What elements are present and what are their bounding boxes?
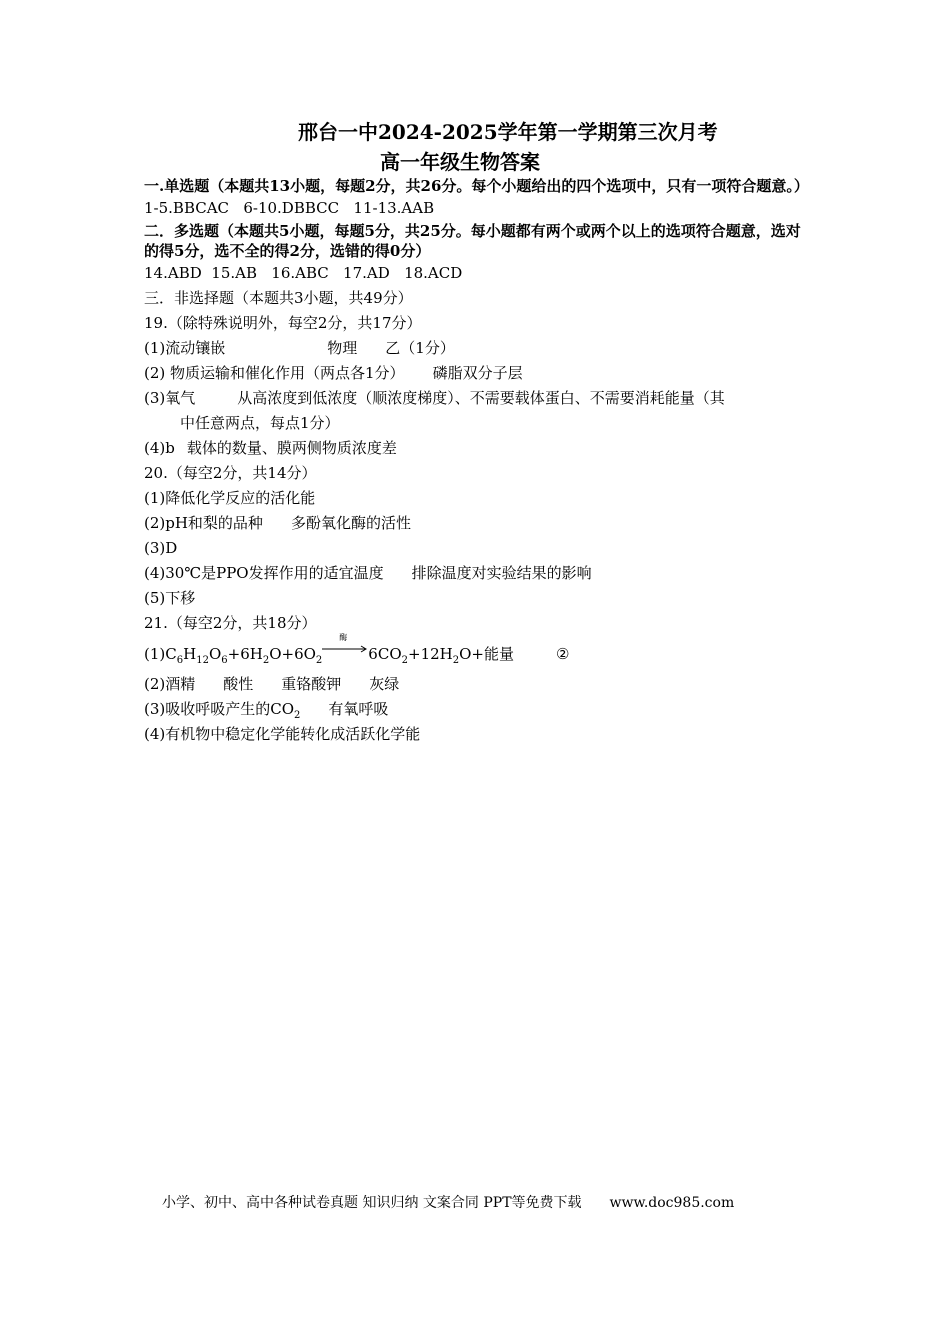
q19-answer-2 bbox=[144, 361, 806, 386]
eq-product-water-sub: 2 bbox=[452, 655, 460, 666]
q21-answer-3 bbox=[144, 697, 806, 722]
page-footer bbox=[162, 1192, 734, 1212]
q21-a2-part1: (2)酒精 bbox=[144, 675, 196, 693]
eq-hydrogen: H bbox=[183, 645, 197, 663]
q19-a4-num: (4) bbox=[144, 439, 166, 457]
section1-heading: 一.单选题（本题共13小题，每题2分，共26分。每个小题给出的四个选项中，只有一项符合题意。） bbox=[144, 177, 809, 195]
eq-oxygen: O bbox=[208, 645, 222, 663]
eq-water-end: O+6O bbox=[269, 645, 316, 663]
q19-a1-part2: 物理 bbox=[327, 339, 358, 357]
q19-answer-3 bbox=[144, 386, 806, 411]
answer-content bbox=[144, 176, 809, 747]
section2-answers: 14.ABD 15.AB 16.ABC 17.AD 18.ACD bbox=[144, 264, 463, 282]
q19-a4-part1: b bbox=[165, 439, 175, 457]
reaction-arrow-icon bbox=[322, 633, 368, 665]
q20-a2-part1: (2)pH和梨的品种 bbox=[144, 514, 263, 532]
q21-a2-part2: 酸性 bbox=[223, 675, 254, 693]
enzyme-label: 酶 bbox=[339, 633, 348, 642]
section3-heading: 三．非选择题（本题共3小题，共49分） bbox=[144, 289, 413, 307]
q20-answer-2 bbox=[144, 511, 806, 536]
q19-a4-part2: 载体的数量、膜两侧物质浓度差 bbox=[186, 439, 397, 457]
eq-oxy-sub: 2 bbox=[315, 655, 323, 666]
q19-a2-num: (2) bbox=[144, 364, 171, 382]
q19-answer-3-cont: 中任意两点，每点1分） bbox=[180, 414, 340, 432]
q21-a3-part1: (3)吸收呼吸产生的CO bbox=[144, 700, 295, 718]
footer-text: 小学、初中、高中各种试卷真题 知识归纳 文案合同 PPT等免费下载 bbox=[162, 1195, 582, 1211]
eq-product-energy: O+能量 bbox=[459, 645, 514, 663]
q19-a3-part1: 氧气 bbox=[165, 389, 196, 407]
q21-answer-4: (4)有机物中稳定化学能转化成活跃化学能 bbox=[144, 725, 421, 743]
eq-carbon: C bbox=[165, 645, 177, 663]
eq-product-co2-sub: 2 bbox=[401, 655, 408, 666]
q20-a2-part2: 多酚氧化酶的活性 bbox=[290, 514, 411, 532]
q19-a2-part2: 磷脂双分子层 bbox=[432, 364, 523, 382]
eq-product-co2: 6CO bbox=[368, 645, 402, 663]
eq-carbon-sub: 6 bbox=[176, 655, 184, 666]
q19-a1-part3: 乙（1分） bbox=[385, 339, 455, 357]
q21-eq-extra: ② bbox=[556, 645, 570, 663]
q20-answer-1: (1)降低化学反应的活化能 bbox=[144, 489, 316, 507]
q20-a4-part2: 排除温度对实验结果的影响 bbox=[411, 564, 592, 582]
q21-a3-sub: 2 bbox=[294, 710, 301, 721]
section1-answers: 1-5.BBCAC 6-10.DBBCC 11-13.AAB bbox=[144, 199, 435, 217]
eq-water: +6H bbox=[227, 645, 263, 663]
q20-answer-4 bbox=[144, 561, 806, 586]
q20-answer-5: (5)下移 bbox=[144, 589, 196, 607]
q20-header: 20.（每空2分，共14分） bbox=[144, 464, 317, 482]
q19-header: 19.（除特殊说明外，每空2分，共17分） bbox=[144, 314, 422, 332]
q21-equation bbox=[144, 633, 806, 672]
eq-water-sub: 2 bbox=[262, 655, 270, 666]
q21-a2-part3: 重铬酸钾 bbox=[281, 675, 342, 693]
footer-url[interactable]: www.doc985.com bbox=[609, 1195, 735, 1211]
page-title: 邢台一中2024-2025学年第一学期第三次月考 bbox=[298, 120, 718, 144]
q20-a4-part1: (4)30℃是PPO发挥作用的适宜温度 bbox=[144, 564, 384, 582]
q19-a3-part2: 从高浓度到低浓度（顺浓度梯度）、不需要载体蛋白、不需要消耗能量（其 bbox=[237, 389, 725, 407]
q19-a1-num: (1) bbox=[144, 339, 166, 357]
q19-a3-num: (3) bbox=[144, 389, 166, 407]
q21-answer-2 bbox=[144, 672, 806, 697]
eq-oxygen-sub: 6 bbox=[221, 655, 228, 666]
q20-answer-3: (3)D bbox=[144, 539, 178, 557]
q21-a3-part2: 有氧呼吸 bbox=[328, 700, 389, 718]
q19-a1-part1: 流动镶嵌 bbox=[165, 339, 226, 357]
q21-a2-part4: 灰绿 bbox=[369, 675, 400, 693]
q19-answer-1 bbox=[144, 336, 806, 361]
q21-eq-num: (1) bbox=[144, 645, 166, 663]
q19-a2-part1: 物质运输和催化作用（两点各1分） bbox=[170, 364, 405, 382]
page-subtitle: 高一年级生物答案 bbox=[380, 150, 540, 174]
section2-heading: 二．多选题（本题共5小题，每题5分，共25分。每小题都有两个或两个以上的选项符合题意，选对的得5分，选不全的得2分，选错的得0分） bbox=[144, 222, 801, 260]
q21-header: 21.（每空2分，共18分） bbox=[144, 614, 317, 632]
eq-product-water: +12H bbox=[408, 645, 453, 663]
eq-hydrogen-sub: 12 bbox=[196, 655, 209, 666]
q19-answer-4 bbox=[144, 436, 806, 461]
